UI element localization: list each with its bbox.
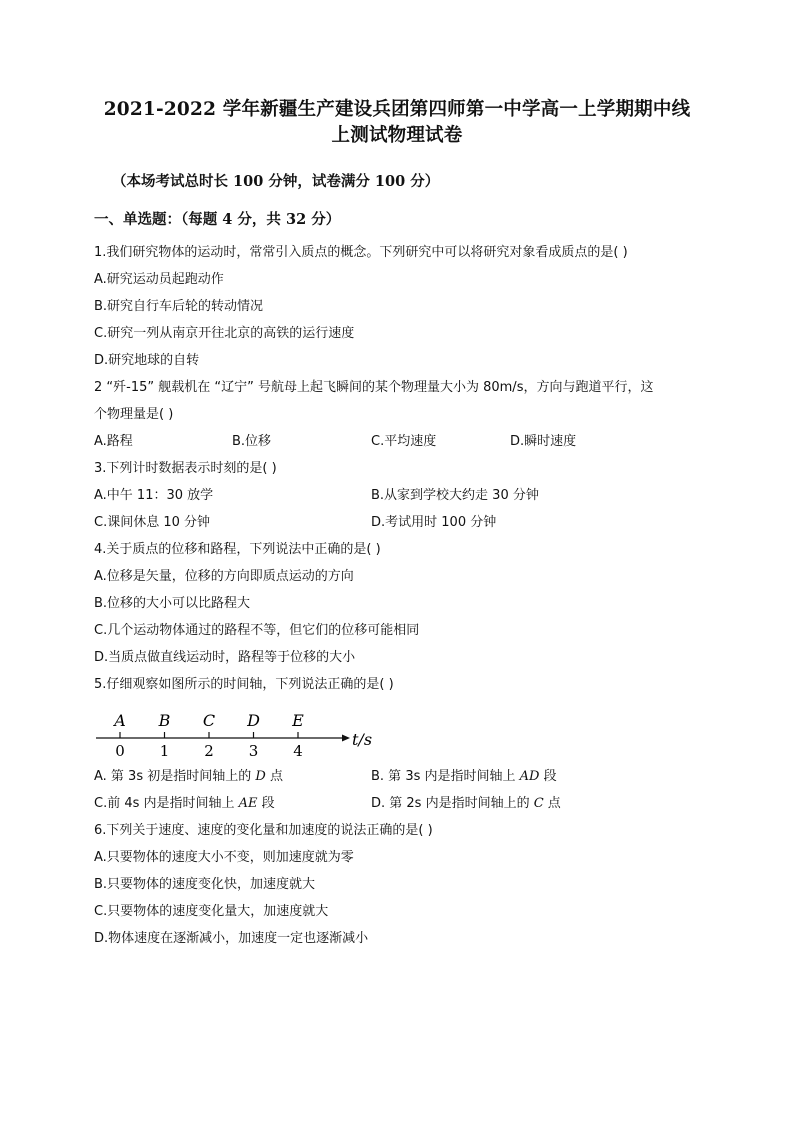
- q5-option-a-suffix: 点: [265, 769, 283, 784]
- exam-title-line-1: 2021-2022 学年新疆生产建设兵团第四师第一中学高一上学期期中线: [103, 99, 691, 120]
- q2-option-b: B.位移: [232, 434, 272, 449]
- time-axis-unit: t/s: [352, 730, 373, 749]
- q2-stem-line-1: 2 “歼-15” 舰载机在 “辽宁” 号航母上起飞瞬间的某个物理量大小为 80m/s，方向与跑道平行，这: [94, 380, 654, 395]
- q5-option-c-text: C.前 4s 内是指时间轴上: [94, 796, 239, 811]
- q4-stem: 4.关于质点的位移和路程，下列说法中正确的是( ): [94, 542, 381, 557]
- q1-stem: 1.我们研究物体的运动时，常常引入质点的概念。下列研究中可以将研究对象看成质点的是( ): [94, 245, 628, 260]
- q2-option-c: C.平均速度: [371, 434, 437, 449]
- q4-option-b: B.位移的大小可以比路程大: [94, 596, 251, 611]
- q6-stem: 6.下列关于速度、速度的变化量和加速度的说法正确的是( ): [94, 823, 433, 838]
- time-axis-number: 4: [293, 742, 303, 760]
- time-axis-arrow: [342, 735, 350, 742]
- q1-option-c: C.研究一列从南京开往北京的高铁的运行速度: [94, 326, 355, 341]
- q3-stem: 3.下列计时数据表示时刻的是( ): [94, 461, 277, 476]
- time-axis-point-label: A: [114, 711, 126, 730]
- q6-option-b: B.只要物体的速度变化快，加速度就大: [94, 877, 316, 892]
- q2-option-d: D.瞬时速度: [510, 434, 577, 449]
- q5-option-a-point: D: [255, 769, 266, 784]
- time-axis-number: 1: [159, 742, 170, 760]
- time-axis-number: 0: [115, 742, 125, 760]
- q4-option-d: D.当质点做直线运动时，路程等于位移的大小: [94, 650, 356, 665]
- q4-option-a: A.位移是矢量，位移的方向即质点运动的方向: [94, 569, 354, 584]
- q5-option-c-suffix: 段: [257, 796, 275, 811]
- exam-title-line-2: 上测试物理试卷: [331, 125, 463, 146]
- q3-option-b: B.从家到学校大约走 30 分钟: [371, 488, 539, 503]
- q5-option-b-suffix: 段: [539, 769, 557, 784]
- q5-option-b-segment: AD: [519, 769, 540, 784]
- q5-time-axis-figure: [94, 706, 384, 762]
- q5-option-b: [371, 768, 557, 786]
- q5-option-d-text: D. 第 2s 内是指时间轴上的: [371, 796, 534, 811]
- q6-option-a: A.只要物体的速度大小不变，则加速度就为零: [94, 850, 354, 865]
- q5-option-d: [371, 795, 561, 813]
- time-axis-number: 2: [204, 742, 214, 760]
- time-axis-point-label: D: [247, 711, 260, 730]
- time-axis-point-label: B: [158, 711, 171, 730]
- q3-option-a: A.中午 11：30 放学: [94, 488, 214, 503]
- q5-option-d-suffix: 点: [543, 796, 561, 811]
- time-axis-unit-label: [352, 730, 372, 749]
- time-axis-point-label: C: [202, 711, 216, 730]
- q1-option-b: B.研究自行车后轮的转动情况: [94, 299, 264, 314]
- q5-option-a-text: A. 第 3s 初是指时间轴上的: [94, 769, 256, 784]
- exam-subtitle: （本场考试总时长 100 分钟，试卷满分 100 分）: [112, 173, 440, 190]
- q6-option-c: C.只要物体的速度变化量大，加速度就大: [94, 904, 329, 919]
- q3-option-d: D.考试用时 100 分钟: [371, 515, 497, 530]
- section-title: 一、单选题：（每题 4 分，共 32 分）: [94, 211, 341, 228]
- time-axis-number: 3: [248, 742, 259, 760]
- q6-option-d: D.物体速度在逐渐减小，加速度一定也逐渐减小: [94, 931, 369, 946]
- q5-option-a: [94, 768, 283, 786]
- q5-option-d-point: C: [533, 796, 544, 811]
- q2-option-a: A.路程: [94, 434, 133, 449]
- q4-option-c: C.几个运动物体通过的路程不等，但它们的位移可能相同: [94, 623, 420, 638]
- q5-option-b-text: B. 第 3s 内是指时间轴上: [371, 769, 520, 784]
- q2-stem-line-2: 个物理量是( ): [94, 407, 174, 422]
- q1-option-d: D.研究地球的自转: [94, 353, 200, 368]
- q5-option-c: [94, 795, 275, 813]
- time-axis-point-label: E: [292, 711, 304, 730]
- q5-stem: 5.仔细观察如图所示的时间轴，下列说法正确的是( ): [94, 677, 394, 692]
- q1-option-a: A.研究运动员起跑动作: [94, 272, 224, 287]
- q3-option-c: C.课间休息 10 分钟: [94, 515, 211, 530]
- q5-option-c-segment: AE: [238, 796, 258, 811]
